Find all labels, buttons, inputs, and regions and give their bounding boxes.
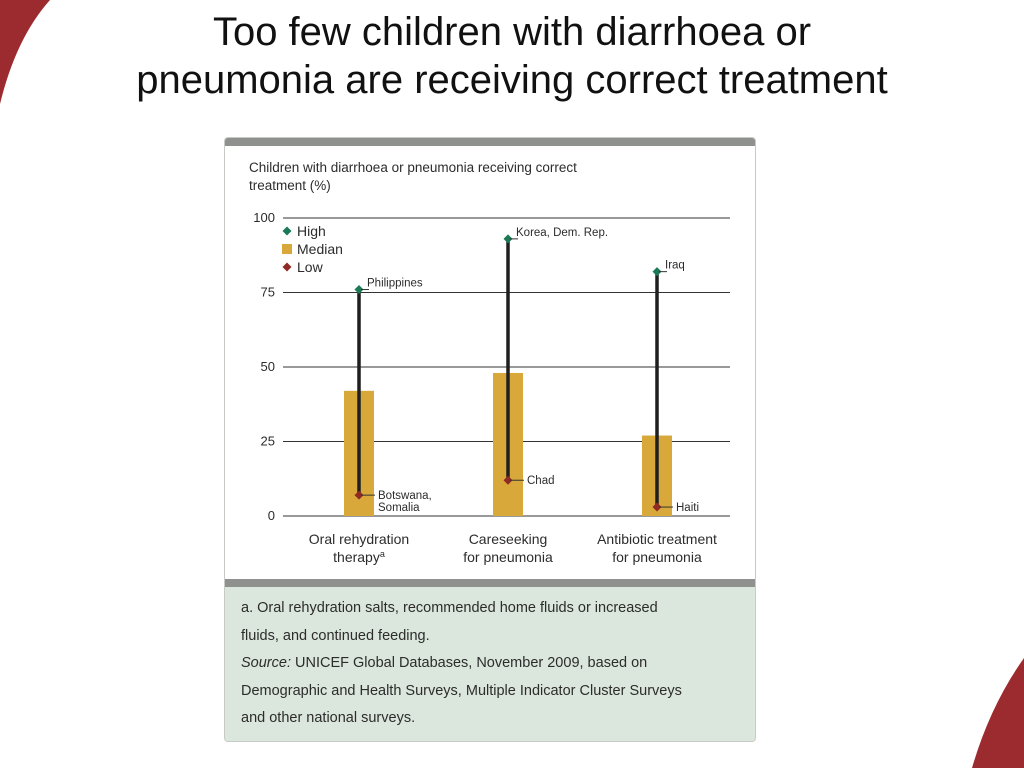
legend-swatch-low bbox=[283, 263, 292, 272]
low-label-0-1: Somalia bbox=[378, 502, 420, 515]
y-tick-label-0: 0 bbox=[267, 508, 275, 523]
category-label-1-line-2: for pneumonia bbox=[463, 549, 553, 565]
y-axis-title-line-1: Children with diarrhoea or pneumonia receiving correct bbox=[249, 160, 577, 175]
source-line-3: and other national surveys. bbox=[241, 710, 416, 726]
source-line-1 bbox=[241, 650, 739, 678]
category-footnote-marker-0: a bbox=[379, 549, 385, 559]
slide-title-line-1: Too few children with diarrhoea or bbox=[212, 10, 812, 54]
source-label: Source: bbox=[241, 655, 291, 671]
legend-swatch-median bbox=[282, 244, 292, 254]
x-category-labels bbox=[309, 531, 717, 565]
y-axis-title-line-2: treatment (%) bbox=[249, 178, 331, 193]
category-label-2-line-1: Antibiotic treatment bbox=[597, 531, 717, 547]
legend-label-high: High bbox=[297, 223, 326, 239]
footnote-line-1: a. Oral rehydration salts, recommended home fluids or increased bbox=[241, 600, 658, 616]
y-tick-label-25: 25 bbox=[260, 433, 275, 449]
category-label-0-line-2: therapy$^a$ bbox=[333, 549, 385, 565]
source-line-1-text: UNICEF Global Databases, November 2009, based on bbox=[290, 655, 648, 671]
category-label-2-line-2: for pneumonia bbox=[612, 549, 702, 565]
legend-swatch-high bbox=[283, 227, 292, 236]
notes-box bbox=[225, 587, 755, 742]
slide-title bbox=[0, 8, 1024, 104]
category-label-0-line-1: Oral rehydration bbox=[308, 531, 410, 547]
high-label-0-0: Philippines bbox=[367, 277, 423, 290]
low-label-2-0: Haiti bbox=[676, 502, 700, 515]
legend-label-low: Low bbox=[297, 259, 323, 275]
high-label-2-0: Iraq bbox=[665, 259, 685, 272]
treatment-range-chart bbox=[225, 146, 756, 579]
figure-panel bbox=[224, 137, 756, 742]
y-tick-label-50: 50 bbox=[260, 359, 275, 374]
footnote-line-2: fluids, and continued feeding. bbox=[241, 627, 430, 644]
y-tick-labels bbox=[253, 210, 275, 523]
panel-top-bar bbox=[225, 138, 755, 146]
y-tick-label-75: 75 bbox=[260, 284, 275, 300]
high-label-1-0: Korea, Dem. Rep. bbox=[516, 226, 609, 239]
legend-label-median: Median bbox=[297, 241, 343, 257]
category-label-1-line-1: Careseeking bbox=[468, 531, 548, 547]
legend bbox=[282, 223, 343, 275]
low-label-0-0: Botswana, bbox=[378, 490, 432, 503]
bottom-right-corner-decoration bbox=[954, 658, 1024, 768]
panel-divider-bar bbox=[225, 579, 755, 587]
low-label-1-0: Chad bbox=[527, 475, 555, 488]
slide-title-line-2: pneumonia are receiving correct treatment bbox=[136, 58, 888, 102]
source-line-2: Demographic and Health Surveys, Multiple Indicator Cluster Surveys bbox=[241, 682, 682, 699]
y-tick-label-100: 100 bbox=[253, 210, 275, 225]
